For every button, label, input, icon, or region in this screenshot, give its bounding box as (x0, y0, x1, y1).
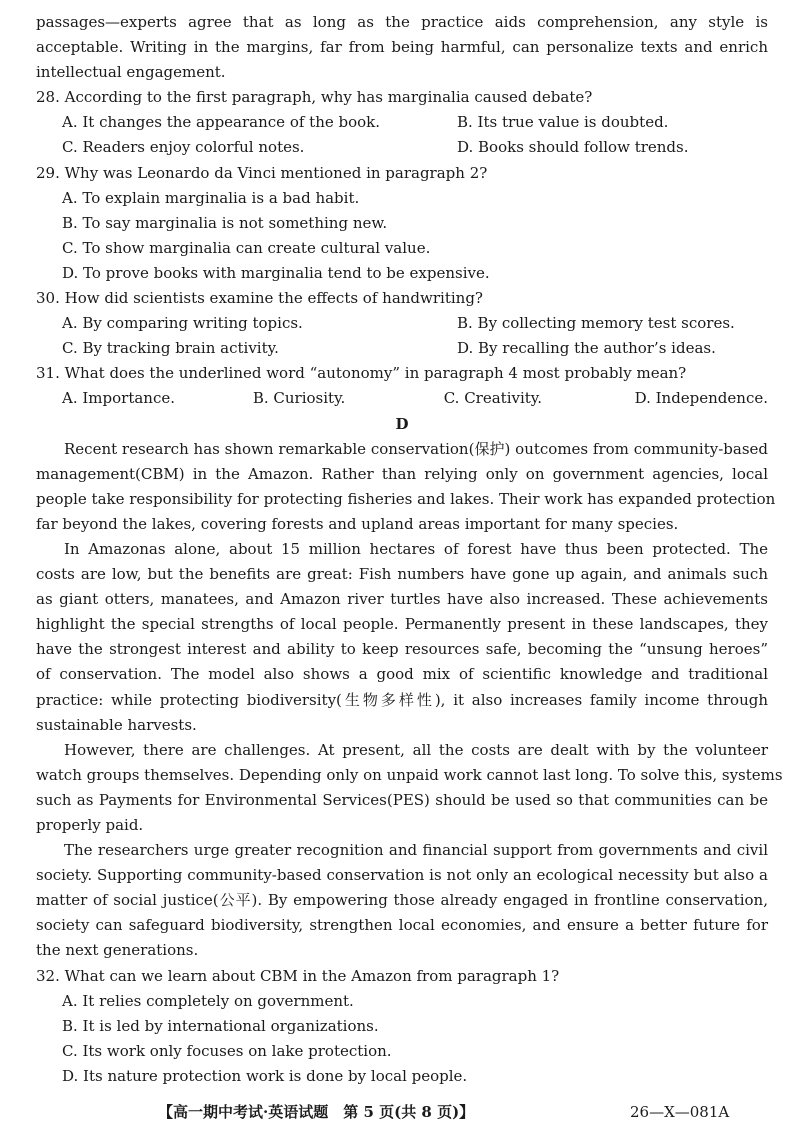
option-a: A. By comparing writing topics. (62, 314, 303, 333)
option-a: A. It changes the appearance of the book. (62, 113, 381, 132)
option-d: D. Its nature protection work is done by local people. (62, 1066, 468, 1085)
option-d: D. By recalling the author’s ideas. (457, 339, 716, 358)
text-line: society can safeguard biodiversity, strengthen local economies, and ensure a better future for (36, 916, 768, 935)
question-30 (36, 286, 768, 361)
text-line: highlight the special strengths of local people. Permanently present in these landscapes, they (36, 615, 768, 634)
question-stem: 29. Why was Leonardo da Vinci mentioned in paragraph 2? (36, 163, 488, 182)
option-row (36, 135, 768, 160)
text-line: far beyond the lakes, covering forests and upland areas important for many species. (36, 514, 679, 533)
text-line: practice: while protecting biodiversity(生物多样性), it also increases family income through (36, 690, 768, 709)
text-line: Recent research has shown remarkable conservation(保护) outcomes from community-based (64, 439, 768, 458)
question-32 (36, 964, 768, 1089)
text-line: The researchers urge greater recognition and financial support from governments and civil (64, 841, 768, 860)
option-row (36, 110, 768, 135)
option-b: B. Curiosity. (252, 389, 346, 408)
text-line: the next generations. (36, 941, 199, 960)
paragraph-2 (36, 537, 768, 738)
text-line: watch groups themselves. Depending only on unpaid work cannot last long. To solve this, systems (36, 765, 783, 784)
text-line: However, there are challenges. At present, all the costs are dealt with by the volunteer (64, 740, 768, 759)
text-line: such as Payments for Environmental Services(PES) should be used so that communities can be (36, 790, 768, 809)
question-stem: 32. What can we learn about CBM in the Amazon from paragraph 1? (36, 966, 560, 985)
text-line: intellectual engagement. (36, 63, 226, 82)
question-stem: 30. How did scientists examine the effects of handwriting? (36, 289, 483, 308)
question-stem: 28. According to the first paragraph, why has marginalia caused debate? (36, 88, 593, 107)
option-row (36, 386, 768, 411)
text-line: sustainable harvests. (36, 715, 197, 734)
option-a: A. Importance. (62, 389, 175, 408)
question-31 (36, 361, 768, 411)
option-c: C. To show marginalia can create cultural value. (62, 238, 431, 257)
text-line: matter of social justice(公平). By empowering those already engaged in frontline conservation, (36, 891, 768, 910)
text-line: have the strongest interest and ability to keep resources safe, becoming the “unsung heroes” (36, 640, 768, 659)
question-28 (36, 85, 768, 160)
option-d: D. Independence. (634, 389, 768, 408)
text-line: people take responsibility for protecting fisheries and lakes. Their work has expanded protection (36, 489, 776, 508)
option-c: C. Its work only focuses on lake protection. (62, 1041, 392, 1060)
question-29 (36, 161, 768, 286)
passage-d (36, 437, 783, 964)
question-stem: 31. What does the underlined word “autonomy” in paragraph 4 most probably mean? (36, 364, 687, 383)
text-line: society. Supporting community-based conservation is not only an ecological necessity but also a (36, 866, 768, 885)
option-b: B. It is led by international organizations. (62, 1016, 379, 1035)
text-line: costs are low, but the benefits are great: Fish numbers have gone up again, and animals such (36, 565, 768, 584)
paragraph-1 (36, 437, 776, 537)
option-d: D. To prove books with marginalia tend to be expensive. (62, 263, 490, 282)
text-line: of conservation. The model also shows a good mix of scientific knowledge and traditional (36, 665, 768, 684)
text-line: passages—experts agree that as long as the practice aids comprehension, any style is (36, 13, 768, 31)
text-line: properly paid. (36, 816, 144, 834)
text-line: In Amazonas alone, about 15 million hectares of forest have thus been protected. The (64, 539, 768, 558)
option-a: A. To explain marginalia is a bad habit. (62, 188, 360, 207)
footer-title: 【高一期中考试·英语试题 第 5 页(共 8 页)】 (158, 1103, 475, 1121)
paragraph-3 (36, 738, 783, 838)
text-line: as giant otters, manatees, and Amazon river turtles have also increased. These achievements (36, 590, 768, 609)
page-footer (0, 1097, 800, 1127)
option-row (36, 311, 768, 336)
option-c: C. Creativity. (443, 389, 543, 408)
text-line: acceptable. Writing in the margins, far from being harmful, can personalize texts and enrich (36, 38, 768, 57)
paragraph-4 (36, 838, 768, 963)
option-c: C. Readers enjoy colorful notes. (62, 138, 305, 157)
option-d: D. Books should follow trends. (457, 138, 689, 157)
text-line: management(CBM) in the Amazon. Rather than relying only on government agencies, local (36, 464, 768, 483)
section-label: D (395, 414, 409, 433)
option-b: B. By collecting memory test scores. (457, 314, 735, 333)
option-row (36, 336, 768, 361)
option-a: A. It relies completely on government. (62, 991, 354, 1010)
passage-c-end (36, 10, 768, 85)
paper-code: 26—X—081A (630, 1103, 730, 1121)
option-b: B. Its true value is doubted. (457, 113, 669, 132)
option-b: B. To say marginalia is not something new. (62, 213, 388, 232)
exam-page (36, 10, 783, 1089)
option-c: C. By tracking brain activity. (62, 339, 279, 358)
